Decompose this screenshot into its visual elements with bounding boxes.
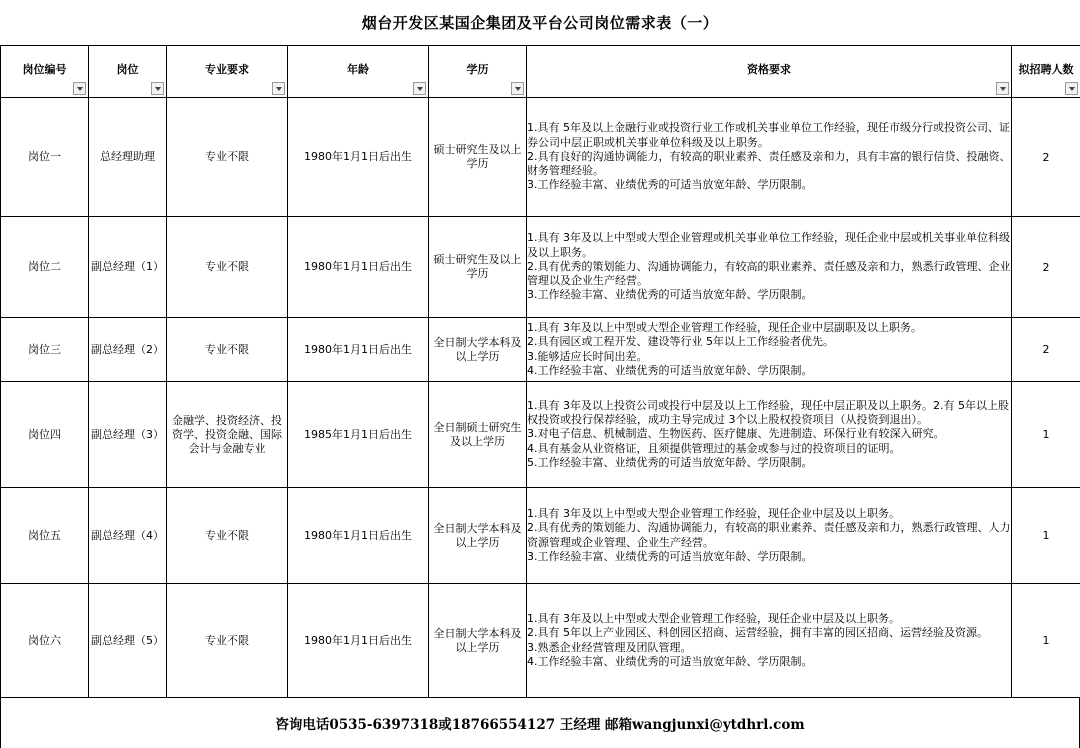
qualification-line: 3.熟悉企业经营管理及团队管理。: [527, 640, 692, 654]
cell-age: 1980年1月1日后出生: [288, 318, 429, 382]
cell-count: 1: [1012, 382, 1080, 488]
cell-major: 专业不限: [167, 584, 288, 698]
table-row: [1, 488, 1080, 584]
cell-major: 金融学、投资经济、投资学、投资金融、国际会计与金融专业: [167, 382, 288, 488]
cell-id: 岗位五: [1, 488, 89, 584]
cell-count: 2: [1012, 318, 1080, 382]
header-qualification: 资格要求: [527, 46, 1012, 98]
contact-footer: 咨询电话0535-6397318或18766554127 王经理 邮箱wangjunxi@ytdhrl.com: [0, 697, 1080, 748]
cell-education: 硕士研究生及以上学历: [429, 98, 527, 217]
header-count: 拟招聘人数: [1012, 46, 1080, 98]
cell-major: 专业不限: [167, 98, 288, 217]
cell-id: 岗位三: [1, 318, 89, 382]
header-age: 年龄: [288, 46, 429, 98]
table-row: [1, 98, 1080, 217]
qualification-line: 2.具有良好的沟通协调能力，有较高的职业素养、责任感及亲和力，具有丰富的银行信贷、投融资、财务管理经验。: [527, 149, 1011, 178]
cell-qualification: [527, 584, 1012, 698]
cell-count: 1: [1012, 584, 1080, 698]
cell-qualification: [527, 318, 1012, 382]
cell-position: 副总经理（5）: [89, 584, 167, 698]
qualification-line: 1.具有 3年及以上中型或大型企业管理工作经验，现任企业中层及以上职务。: [527, 612, 900, 626]
qualification-line: 3.工作经验丰富、业绩优秀的可适当放宽年龄、学历限制。: [527, 178, 813, 192]
cell-age: 1980年1月1日后出生: [288, 98, 429, 217]
qualification-line: 2.具有 5年以上产业园区、科创园区招商、运营经验，拥有丰富的园区招商、运营经验及资源。: [527, 626, 988, 640]
filter-dropdown-icon[interactable]: [73, 82, 86, 95]
qualification-line: 1.具有 3年及以上中型或大型企业管理工作经验，现任企业中层及以上职务。: [527, 507, 900, 521]
qualification-line: 3.工作经验丰富、业绩优秀的可适当放宽年龄、学历限制。: [527, 288, 813, 302]
cell-age: 1985年1月1日后出生: [288, 382, 429, 488]
qualification-line: 4.工作经验丰富、业绩优秀的可适当放宽年龄、学历限制。: [527, 363, 813, 377]
cell-education: 全日制大学本科及以上学历: [429, 584, 527, 698]
header-position: 岗位: [89, 46, 167, 98]
cell-education: 全日制大学本科及以上学历: [429, 488, 527, 584]
filter-dropdown-icon[interactable]: [413, 82, 426, 95]
qualification-line: 3.对电子信息、机械制造、生物医药、医疗健康、先进制造、环保行业有较深入研究。: [527, 427, 945, 441]
cell-id: 岗位一: [1, 98, 89, 217]
header-education: 学历: [429, 46, 527, 98]
cell-count: 2: [1012, 217, 1080, 318]
cell-major: 专业不限: [167, 217, 288, 318]
cell-position: 总经理助理: [89, 98, 167, 217]
qualification-line: 1.具有 3年及以上投资公司或投行中层及以上工作经验，现任中层正职及以上职务。2.有 5年以上股权投资或投行保荐经验，成功主导完成过 3个以上股权投资项目（从投资到退出）。: [527, 398, 1009, 427]
filter-dropdown-icon[interactable]: [996, 82, 1009, 95]
table-row: [1, 318, 1080, 382]
qualification-line: 2.具有园区或工程开发、建设等行业 5年以上工作经验者优先。: [527, 335, 834, 349]
table-row: [1, 382, 1080, 488]
cell-major: 专业不限: [167, 488, 288, 584]
cell-count: 1: [1012, 488, 1080, 584]
job-requirements-table: [0, 45, 1080, 698]
header-id: 岗位编号: [1, 46, 89, 98]
qualification-line: 3.能够适应长时间出差。: [527, 349, 648, 363]
filter-dropdown-icon[interactable]: [151, 82, 164, 95]
cell-qualification: [527, 98, 1012, 217]
table-title: 烟台开发区某国企集团及平台公司岗位需求表（一）: [361, 14, 719, 32]
cell-education: 硕士研究生及以上学历: [429, 217, 527, 318]
qualification-line: 1.具有 3年及以上中型或大型企业管理或机关事业单位工作经验，现任企业中层或机关事业单位科级及以上职务。: [527, 231, 1010, 259]
qualification-line: 2.具有优秀的策划能力、沟通协调能力，有较高的职业素养、责任感及亲和力，熟悉行政管理、企业管理以及企业生产经营。: [527, 259, 1011, 288]
cell-position: 副总经理（1）: [89, 217, 167, 318]
qualification-line: 4.具有基金从业资格证，且须提供管理过的基金或参与过的投资项目的证明。: [527, 441, 901, 455]
filter-dropdown-icon[interactable]: [272, 82, 285, 95]
cell-qualification: [527, 488, 1012, 584]
cell-count: 2: [1012, 98, 1080, 217]
header-row: [1, 46, 1080, 98]
qualification-line: 3.工作经验丰富、业绩优秀的可适当放宽年龄、学历限制。: [527, 549, 813, 563]
cell-id: 岗位二: [1, 217, 89, 318]
cell-major: 专业不限: [167, 318, 288, 382]
qualification-line: 1.具有 5年及以上金融行业或投资行业工作或机关事业单位工作经验，现任市级分行或投资公司、证券公司中层正职或机关事业单位科级及以上职务。: [527, 121, 1010, 149]
cell-id: 岗位六: [1, 584, 89, 698]
qualification-line: 4.工作经验丰富、业绩优秀的可适当放宽年龄、学历限制。: [527, 654, 813, 668]
cell-position: 副总经理（2）: [89, 318, 167, 382]
cell-qualification: [527, 382, 1012, 488]
cell-position: 副总经理（3）: [89, 382, 167, 488]
qualification-line: 2.具有优秀的策划能力、沟通协调能力，有较高的职业素养、责任感及亲和力，熟悉行政管理、人力资源管理或企业管理、企业生产经营。: [527, 521, 1011, 549]
cell-qualification: [527, 217, 1012, 318]
table-row: [1, 584, 1080, 698]
cell-education: 全日制大学本科及以上学历: [429, 318, 527, 382]
filter-dropdown-icon[interactable]: [511, 82, 524, 95]
cell-id: 岗位四: [1, 382, 89, 488]
cell-age: 1980年1月1日后出生: [288, 488, 429, 584]
cell-position: 副总经理（4）: [89, 488, 167, 584]
qualification-line: 5.工作经验丰富、业绩优秀的可适当放宽年龄、学历限制。: [527, 455, 813, 469]
cell-age: 1980年1月1日后出生: [288, 584, 429, 698]
cell-age: 1980年1月1日后出生: [288, 217, 429, 318]
header-major: 专业要求: [167, 46, 288, 98]
table-row: [1, 217, 1080, 318]
filter-dropdown-icon[interactable]: [1065, 82, 1078, 95]
qualification-line: 1.具有 3年及以上中型或大型企业管理工作经验，现任企业中层副职及以上职务。: [527, 321, 922, 335]
cell-education: 全日制硕士研究生及以上学历: [429, 382, 527, 488]
